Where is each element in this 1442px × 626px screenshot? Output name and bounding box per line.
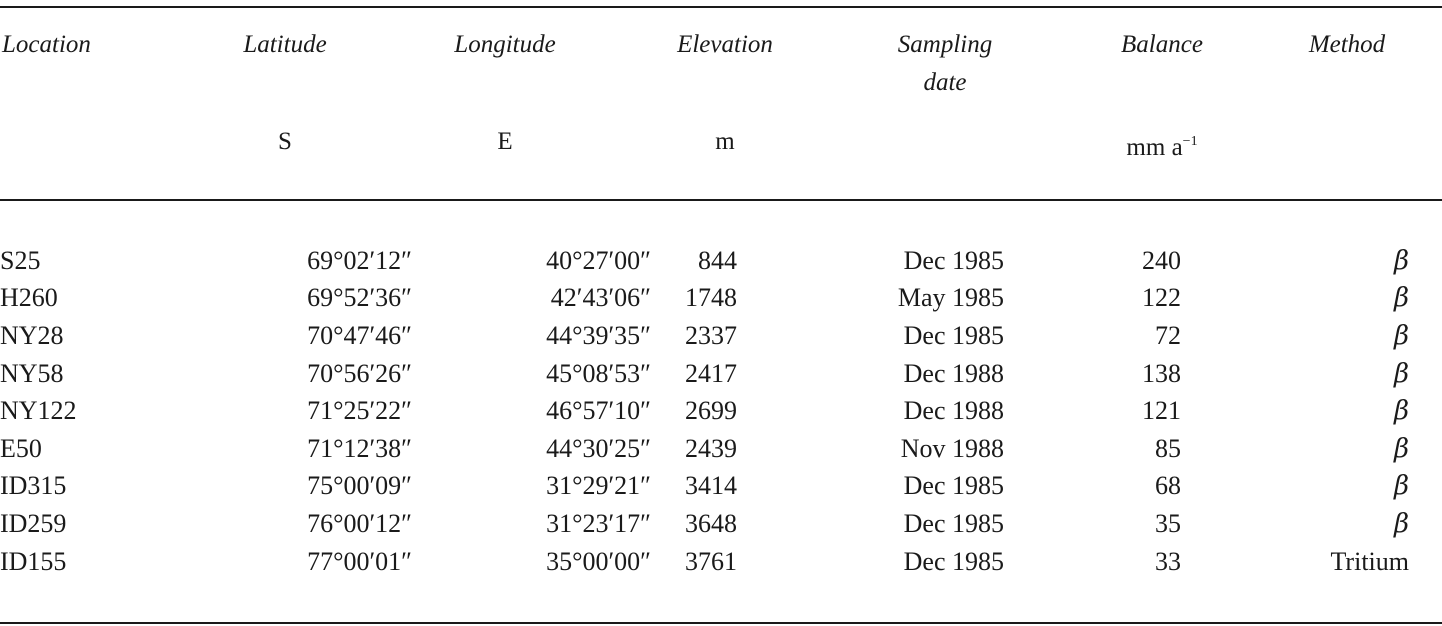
cell-longitude: 40°27′00″ [546, 245, 651, 275]
cell-elevation: 844 [698, 245, 737, 275]
cell-location: NY58 [0, 358, 64, 388]
cell-elevation: 3761 [685, 546, 737, 576]
data-table [0, 242, 1409, 580]
cell-balance: 68 [1155, 471, 1181, 501]
cell-location: ID259 [0, 508, 67, 538]
bottom-rule [0, 622, 1442, 624]
cell-method: β [1393, 245, 1409, 276]
cell-longitude: 44°39′35″ [546, 320, 651, 350]
table-row [0, 317, 1409, 355]
cell-longitude: 44°30′25″ [546, 433, 651, 463]
cell-elevation: 3648 [685, 508, 737, 538]
cell-longitude: 42′43′06″ [550, 283, 651, 313]
table-row [0, 543, 1409, 581]
cell-latitude: 69°52′36″ [307, 283, 412, 313]
cell-location: NY28 [0, 320, 64, 350]
cell-method: β [1393, 396, 1409, 427]
unit-latitude: S [278, 128, 292, 155]
cell-latitude: 75°00′09″ [307, 471, 412, 501]
header-latitude: Latitude [243, 31, 327, 58]
cell-longitude: 45°08′53″ [546, 358, 651, 388]
unit-balance-base: mm a [1126, 134, 1183, 161]
unit-elevation: m [715, 128, 735, 155]
cell-latitude: 71°12′38″ [307, 433, 412, 463]
cell-method: β [1393, 508, 1409, 539]
cell-elevation: 2699 [685, 396, 737, 426]
unit-longitude: E [497, 128, 513, 155]
header-location: Location [2, 31, 91, 58]
header-sampling-date-line2: date [923, 69, 967, 96]
cell-longitude: 31°29′21″ [546, 471, 651, 501]
cell-sampling-date: Dec 1985 [903, 471, 1004, 501]
table-row [0, 505, 1409, 543]
cell-location: NY122 [0, 396, 77, 426]
cell-method: β [1393, 320, 1409, 351]
cell-balance: 35 [1155, 508, 1181, 538]
cell-location: S25 [0, 245, 41, 275]
cell-sampling-date: Dec 1988 [903, 358, 1004, 388]
cell-elevation: 3414 [685, 471, 737, 501]
cell-latitude: 77°00′01″ [307, 546, 412, 576]
header-method: Method [1308, 31, 1386, 58]
table-row [0, 468, 1409, 506]
header-elevation: Elevation [677, 31, 773, 58]
cell-method: Tritium [1330, 546, 1409, 576]
header-rule [0, 199, 1442, 201]
cell-latitude: 71°25′22″ [307, 396, 412, 426]
cell-sampling-date: Dec 1985 [903, 546, 1004, 576]
cell-method: β [1393, 433, 1409, 464]
table-row [0, 280, 1409, 318]
cell-balance: 121 [1142, 396, 1181, 426]
cell-elevation: 2337 [685, 320, 737, 350]
table-row [0, 430, 1409, 468]
top-rule [0, 6, 1442, 8]
cell-location: H260 [0, 283, 58, 313]
cell-sampling-date: Dec 1988 [903, 396, 1004, 426]
cell-sampling-date: May 1985 [897, 283, 1004, 313]
unit-balance-exponent: −1 [1182, 134, 1198, 149]
cell-location: E50 [0, 433, 42, 463]
cell-method: β [1393, 283, 1409, 314]
cell-balance: 122 [1142, 283, 1181, 313]
cell-method: β [1393, 358, 1409, 389]
header-balance: Balance [1121, 31, 1203, 58]
cell-latitude: 70°56′26″ [307, 358, 412, 388]
cell-method: β [1393, 471, 1409, 502]
cell-balance: 33 [1155, 546, 1181, 576]
cell-elevation: 2439 [685, 433, 737, 463]
table-row [0, 242, 1409, 280]
cell-balance: 240 [1142, 245, 1181, 275]
cell-location: ID155 [0, 546, 67, 576]
cell-sampling-date: Dec 1985 [903, 245, 1004, 275]
cell-elevation: 2417 [685, 358, 737, 388]
header-longitude: Longitude [454, 31, 556, 58]
cell-balance: 138 [1142, 358, 1181, 388]
cell-balance: 85 [1155, 433, 1181, 463]
cell-longitude: 31°23′17″ [546, 508, 651, 538]
cell-balance: 72 [1155, 320, 1181, 350]
unit-balance [1077, 127, 1247, 163]
cell-location: ID315 [0, 471, 67, 501]
table-row [0, 355, 1409, 393]
header-sampling-date-line1: Sampling [897, 31, 993, 58]
cell-sampling-date: Dec 1985 [903, 320, 1004, 350]
cell-latitude: 70°47′46″ [307, 320, 412, 350]
cell-sampling-date: Dec 1985 [903, 508, 1004, 538]
cell-longitude: 46°57′10″ [546, 396, 651, 426]
cell-latitude: 69°02′12″ [307, 245, 412, 275]
cell-elevation: 1748 [685, 283, 737, 313]
cell-sampling-date: Nov 1988 [900, 433, 1004, 463]
cell-latitude: 76°00′12″ [307, 508, 412, 538]
table-row [0, 392, 1409, 430]
cell-longitude: 35°00′00″ [546, 546, 651, 576]
